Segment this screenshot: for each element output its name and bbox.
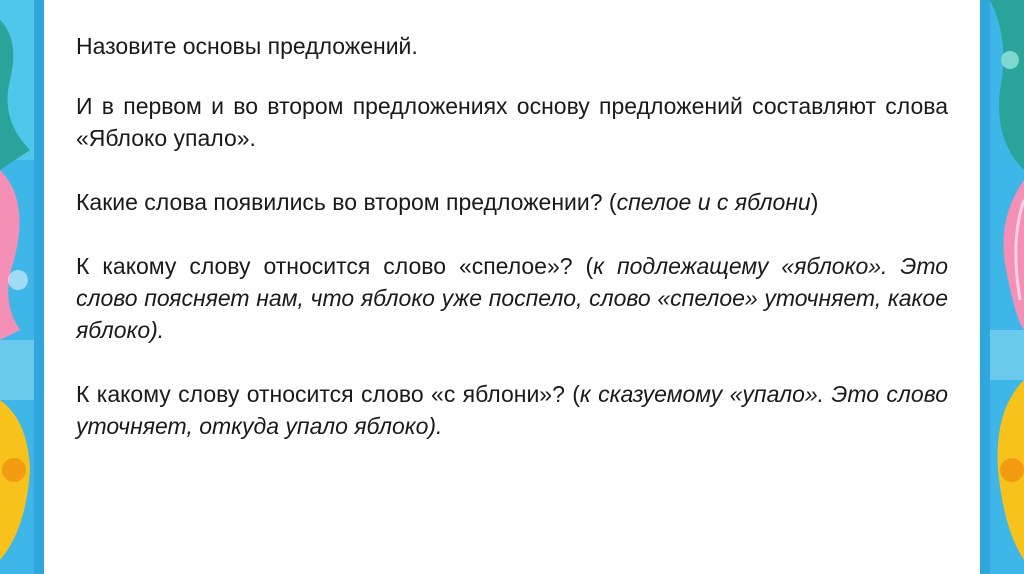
question-text: Назовите основы предложений. [76,33,418,59]
closing-paren: ) [810,189,819,215]
paragraph-question-4 [76,378,948,442]
left-border-pattern [0,0,44,574]
paragraph-question-1 [76,30,948,62]
question-text: Какие слова появились во втором предложении? ( [76,189,617,215]
question-text: К какому слову относится слово «спелое»? ( [76,253,594,279]
slide-content [76,30,948,474]
right-decorative-border [980,0,1024,574]
paragraph-explanation [76,90,948,154]
explanation-text: И в первом и во втором предложениях основу предложений составляют слова «Яблоко упало». [76,93,948,151]
left-decorative-border [0,0,44,574]
slide-page [44,0,980,574]
right-border-pattern [980,0,1024,574]
answer-text: к сказуемому «упало». Это слово уточняет, откуда упало яблоко). [76,381,948,439]
answer-text: спелое и с яблони [616,189,811,215]
paragraph-question-3 [76,250,948,346]
paragraph-question-2 [76,186,948,218]
answer-text: к подлежащему «яблоко». Это слово поясняет нам, что яблоко уже поспело, слово «спелое» уточняет, какое яблоко). [76,253,949,343]
question-text: К какому слову относится слово «с яблони»? ( [76,381,580,407]
